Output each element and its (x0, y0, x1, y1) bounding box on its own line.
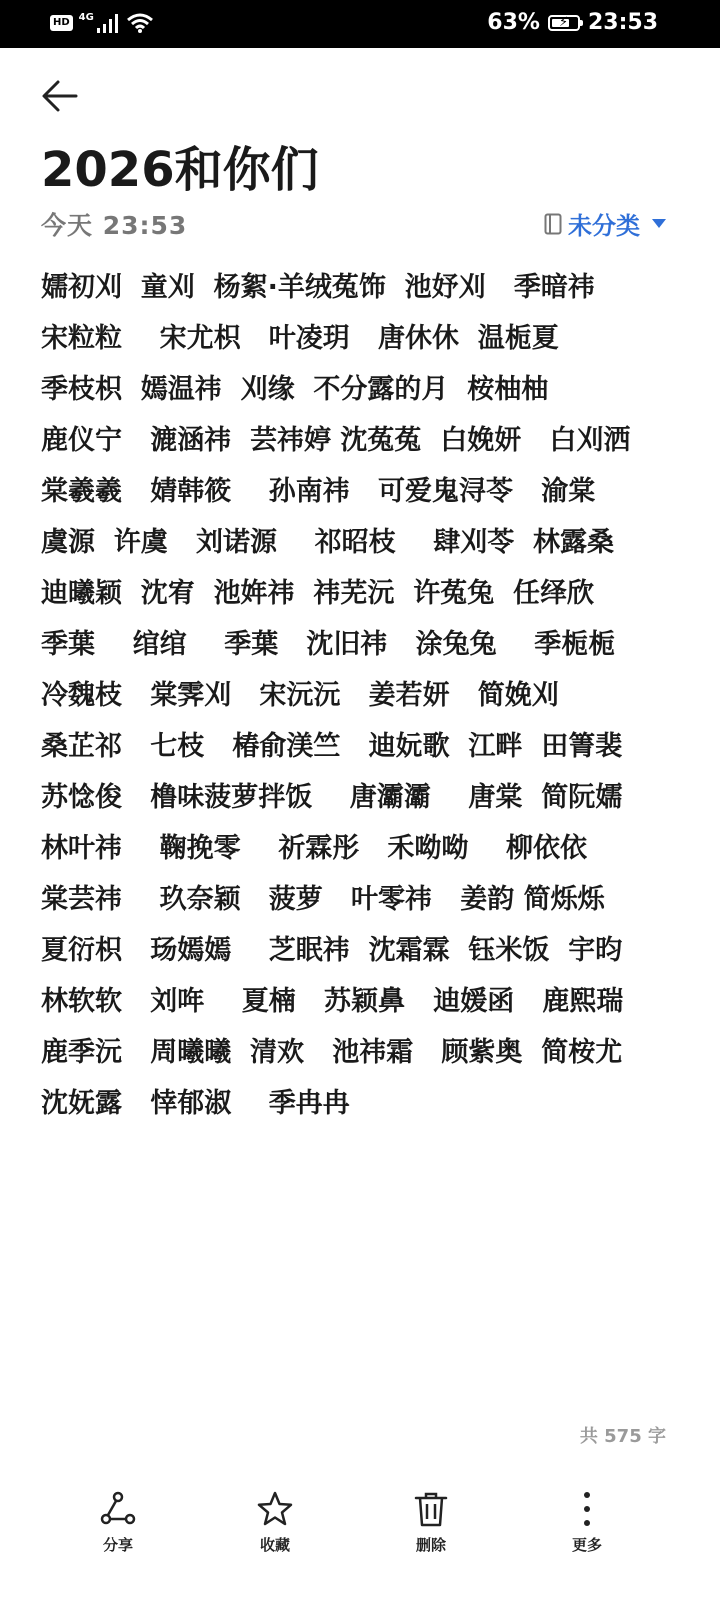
more-vertical-icon (568, 1490, 606, 1528)
note-line: 林叶祎 鞠挽零 祈霖彤 禾呦呦 柳依依 (41, 833, 587, 864)
battery-icon: ⚡ (548, 15, 580, 31)
dropdown-caret-icon (652, 219, 666, 228)
note-line: 沈妩露 悻郁淑 季冉冉 (41, 1088, 350, 1119)
favorite-label: 收藏 (259, 1536, 290, 1554)
note-line: 棠芸祎 玖奈颖 菠萝 叶零祎 姜韵 简烁烁 (41, 884, 605, 915)
star-icon (256, 1490, 294, 1528)
status-bar (0, 0, 720, 48)
share-button[interactable] (68, 1490, 168, 1570)
category-selector[interactable] (544, 206, 666, 241)
note-line: 虞源 许虞 刘诺源 祁昭枝 肆刈苓 林露桑 (41, 527, 614, 558)
word-count: 共 575 字 (579, 1426, 666, 1447)
status-right (487, 10, 658, 35)
note-line: 夏衍枳 玚嫣嫣 芝眠祎 沈霜霖 钰米饭 宇昀 (41, 935, 623, 966)
status-time: 23:53 (587, 10, 658, 35)
network-type: 4G (78, 11, 94, 23)
battery-percent: 63% (487, 10, 540, 35)
bottom-toolbar (0, 1480, 720, 1600)
note-title[interactable]: 2026和你们 (41, 142, 319, 198)
back-arrow-icon (38, 72, 86, 120)
share-icon (99, 1490, 137, 1528)
note-line: 鹿季沅 周曦曦 清欢 池祎霜 顾紫奥 简桉尤 (41, 1037, 623, 1068)
note-date: 今天 23:53 (41, 211, 188, 240)
delete-label: 删除 (415, 1536, 446, 1554)
note-line: 迪曦颖 沈宥 池姩祎 祎芜沅 许菟兔 任绎欣 (41, 578, 594, 609)
signal-icon (96, 13, 120, 33)
note-line: 季葉 绾绾 季葉 沈旧祎 涂兔兔 季栀栀 (41, 629, 616, 660)
category-label: 未分类 (568, 212, 640, 240)
note-line: 嬬初刈 童刈 杨絮·羊绒菟饰 池妤刈 季暗祎 (41, 272, 595, 303)
back-button[interactable] (38, 72, 86, 120)
notebook-icon (544, 213, 562, 235)
note-line: 鹿仪宁 漉涵祎 芸祎婷 沈菟菟 白娩妍 白刈洒 (41, 425, 631, 456)
note-body[interactable] (41, 262, 681, 1129)
note-line: 冷魏枝 棠霁刈 宋沅沅 姜若妍 简娩刈 (41, 680, 559, 711)
note-line: 桑芷祁 七枝 椿俞渼竺 迪妧歌 江畔 田箐裴 (41, 731, 623, 762)
status-left (50, 12, 154, 34)
note-line: 宋粒粒 宋尤枳 叶凌玥 唐休休 温栀夏 (41, 323, 559, 354)
note-line: 棠羲羲 婧韩筱 孙南祎 可爱鬼浔苓 渝棠 (41, 476, 596, 507)
trash-icon (412, 1490, 450, 1528)
wifi-icon (126, 12, 154, 34)
more-label: 更多 (571, 1536, 602, 1554)
share-label: 分享 (102, 1536, 133, 1554)
more-button[interactable] (537, 1490, 637, 1570)
note-line: 季枝枳 嫣温祎 刈缘 不分露的月 桉柚柚 (41, 374, 549, 405)
delete-button[interactable] (381, 1490, 481, 1570)
hd-badge: HD (50, 15, 73, 31)
note-line: 苏惗俊 橹味菠萝拌饭 唐灞灞 唐棠 简阮嬬 (41, 782, 623, 813)
favorite-button[interactable] (225, 1490, 325, 1570)
note-line: 林软软 刘哖 夏楠 苏颖鼻 迪媛函 鹿熙瑞 (41, 986, 624, 1017)
